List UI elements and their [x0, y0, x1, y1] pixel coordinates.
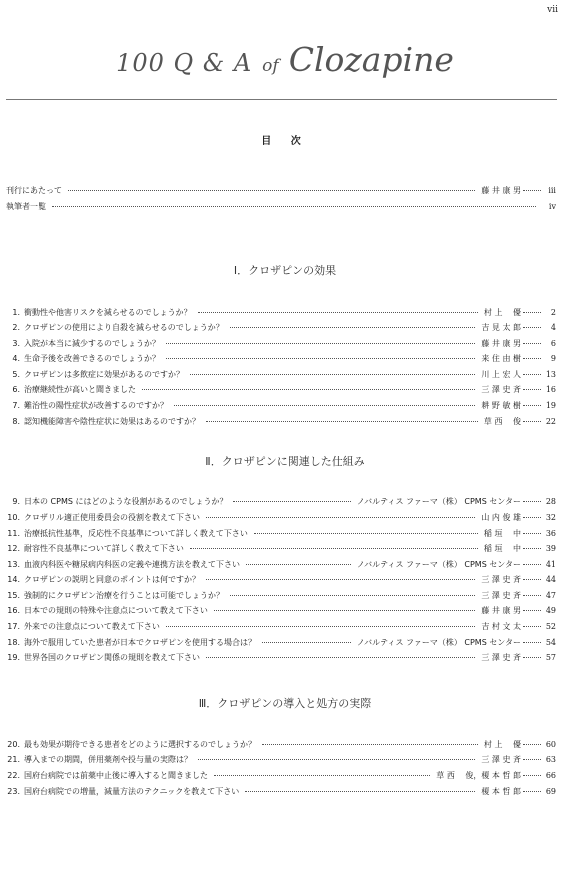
leader-dots	[523, 759, 541, 760]
entry-number: 23.	[7, 787, 20, 796]
leader-dots	[166, 626, 476, 627]
entry-number: 16.	[7, 606, 20, 615]
entry-page: 57	[545, 653, 556, 662]
leader-dots	[174, 405, 475, 406]
entry-author: 藤 井 康 男	[481, 339, 521, 348]
leader-dots	[198, 312, 478, 313]
toc-entry[interactable]	[6, 351, 556, 366]
entry-question: 衝動性や他害リスクを減らせるのでしょうか？	[24, 308, 192, 317]
entry-author: ノバルティス ファーマ（株） CPMS センター	[356, 560, 521, 569]
entry-question: 海外で服用していた患者が日本でクロザピンを使用する場合は？	[24, 638, 256, 647]
entry-author: 藤 井 康 男	[481, 186, 521, 195]
entry-number: 18.	[7, 638, 20, 647]
entry-author: 耕 野 敏 樹	[481, 401, 521, 410]
entry-author: 来 住 由 樹	[481, 354, 521, 363]
entry-page: 54	[545, 638, 556, 647]
entry-number: 1.	[12, 308, 20, 317]
toc-entry[interactable]	[6, 414, 556, 429]
entry-question: 認知機能障害や陰性症状に効果はあるのですか？	[24, 417, 200, 426]
leader-dots	[523, 358, 541, 359]
entry-question: クロザピンは多飲症に効果があるのですか？	[24, 370, 184, 379]
leader-dots	[206, 517, 475, 518]
entry-question: 国府台病院では前薬中止後に導入すると聞きました	[24, 771, 208, 780]
entry-page: 2	[550, 308, 556, 317]
entry-question: 血液内科医や糖尿病内科医の定義や連携方法を教えて下さい	[24, 560, 240, 569]
toc-entry[interactable]	[6, 619, 556, 634]
leader-dots	[254, 533, 478, 534]
entry-page: 16	[545, 385, 556, 394]
leader-dots	[523, 744, 541, 745]
toc-entry[interactable]	[6, 737, 556, 752]
leader-dots	[523, 642, 541, 643]
entry-question: 強制的にクロザピン治療を行うことは可能でしょうか？	[24, 591, 224, 600]
toc-entry[interactable]	[6, 305, 556, 320]
entry-number: 14.	[7, 575, 20, 584]
entry-number: 11.	[7, 529, 20, 538]
leader-dots	[523, 791, 541, 792]
entry-author: 吉 村 文 太	[481, 622, 521, 631]
leader-dots	[246, 564, 351, 565]
entry-question: 導入までの期間，併用薬剤や投与量の実際は？	[24, 755, 192, 764]
entry-page: 9	[550, 354, 556, 363]
entry-author: 三 澤 史 斉	[481, 575, 521, 584]
leader-dots	[523, 405, 541, 406]
leader-dots	[245, 791, 475, 792]
toc-heading: 目 次	[261, 136, 309, 147]
entry-question: 日本での規則の特殊や注意点について教えて下さい	[24, 606, 208, 615]
toc-entry[interactable]	[6, 635, 556, 650]
entry-author: 三 澤 史 斉	[481, 591, 521, 600]
entry-page: 49	[545, 606, 556, 615]
toc-entry[interactable]	[6, 603, 556, 618]
entry-number: 15.	[7, 591, 20, 600]
leader-dots	[206, 657, 475, 658]
entry-question: 入院が本当に減少するのでしょうか？	[24, 339, 160, 348]
entry-question: クロザピンの説明と同意のポイントは何ですか？	[24, 575, 200, 584]
entry-title: 執筆者一覧	[6, 202, 46, 211]
toc-entry[interactable]	[6, 336, 556, 351]
entry-question: クロザリル適正使用委員会の役割を教えて下さい	[24, 513, 200, 522]
entry-number: 6.	[12, 385, 20, 394]
entry-question: 治療継続性が高いと聞きました	[24, 385, 136, 394]
entry-number: 20.	[7, 740, 20, 749]
toc-entry[interactable]	[6, 572, 556, 587]
entry-title: 刊行にあたって	[6, 186, 62, 195]
leader-dots	[523, 657, 541, 658]
leader-dots	[262, 642, 351, 643]
entry-page: 13	[545, 370, 556, 379]
toc-entry-contributors[interactable]	[6, 199, 556, 214]
entry-page: iii	[548, 186, 556, 195]
leader-dots	[523, 343, 541, 344]
leader-dots	[523, 501, 541, 502]
entry-author: 三 澤 史 斉	[481, 385, 521, 394]
entry-page: 22	[545, 417, 556, 426]
entry-number: 21.	[7, 755, 20, 764]
entry-number: 7.	[12, 401, 20, 410]
entry-number: 9.	[12, 497, 20, 506]
entry-page: 36	[545, 529, 556, 538]
leader-dots	[230, 327, 476, 328]
entry-author: 村 上 優	[483, 308, 521, 317]
entry-page: 28	[545, 497, 556, 506]
entry-author: 稲 垣 中	[483, 529, 521, 538]
toc-entry[interactable]	[6, 541, 556, 556]
toc-entry[interactable]	[6, 557, 556, 572]
leader-dots	[206, 421, 478, 422]
leader-dots	[68, 190, 475, 191]
entry-question: 生命予後を改善できるのでしょうか？	[24, 354, 160, 363]
title-divider	[6, 99, 557, 100]
leader-dots	[214, 775, 430, 776]
book-title-main: 100 Q & A	[116, 49, 253, 77]
entry-page: 60	[545, 740, 556, 749]
entry-author: ノバルティス ファーマ（株） CPMS センター	[356, 497, 521, 506]
entry-page: 4	[550, 323, 556, 332]
leader-dots	[262, 744, 478, 745]
leader-dots	[523, 312, 541, 313]
entry-page: 39	[545, 544, 556, 553]
entry-page: 63	[545, 755, 556, 764]
entry-number: 8.	[12, 417, 20, 426]
toc-entry[interactable]	[6, 367, 556, 382]
toc-entry[interactable]	[6, 650, 556, 665]
leader-dots	[190, 374, 475, 375]
entry-question: 耐容性不良基準について詳しく教えて下さい	[24, 544, 184, 553]
toc-entry[interactable]	[6, 320, 556, 335]
entry-number: 2.	[12, 323, 20, 332]
entry-author: 三 澤 史 斉	[481, 755, 521, 764]
leader-dots	[523, 327, 541, 328]
leader-dots	[198, 759, 475, 760]
section-title-1: Ⅰ．クロザピンの効果	[233, 264, 337, 277]
entry-question: クロザピンの使用により自殺を減らせるのでしょうか？	[24, 323, 224, 332]
entry-author: 吉 見 太 郎	[481, 323, 521, 332]
leader-dots	[523, 533, 541, 534]
leader-dots	[214, 610, 476, 611]
leader-dots	[52, 206, 536, 207]
toc-entry[interactable]	[6, 398, 556, 413]
entry-page: 66	[545, 771, 556, 780]
entry-author: 榎 本 哲 郎	[481, 787, 521, 796]
leader-dots	[523, 389, 541, 390]
section-title-3: Ⅲ．クロザピンの導入と処方の実際	[198, 697, 372, 710]
section-title-2: Ⅱ．クロザピンに関連した仕組み	[205, 455, 365, 468]
entry-question: 最も効果が期待できる患者をどのように選択するのでしょうか？	[24, 740, 256, 749]
entry-author: 村 上 優	[483, 740, 521, 749]
toc-entry[interactable]	[6, 768, 556, 783]
leader-dots	[523, 190, 541, 191]
leader-dots	[523, 564, 541, 565]
entry-author: 川 上 宏 人	[481, 370, 521, 379]
leader-dots	[523, 775, 541, 776]
toc-entry[interactable]	[6, 510, 556, 525]
entry-author: 草 西 俊，榎 本 哲 郎	[436, 771, 521, 780]
entry-number: 12.	[7, 544, 20, 553]
entry-number: 17.	[7, 622, 20, 631]
entry-author: 藤 井 康 男	[481, 606, 521, 615]
entry-page: 41	[545, 560, 556, 569]
toc-entry[interactable]	[6, 784, 556, 799]
entry-question: 治療抵抗性基準，反応性不良基準について詳しく教えて下さい	[24, 529, 248, 538]
entry-number: 10.	[7, 513, 20, 522]
book-title-of: of	[262, 56, 279, 76]
toc-entry[interactable]	[6, 494, 556, 509]
leader-dots	[523, 548, 541, 549]
entry-number: 13.	[7, 560, 20, 569]
leader-dots	[190, 548, 478, 549]
entry-page: 32	[545, 513, 556, 522]
toc-entry-foreword[interactable]	[6, 183, 556, 198]
entry-question: 難治性の陽性症状が改善するのですか？	[24, 401, 168, 410]
leader-dots	[230, 595, 475, 596]
entry-number: 4.	[12, 354, 20, 363]
entry-author: 山 内 俊 雄	[481, 513, 521, 522]
page-number: vii	[547, 5, 558, 15]
entry-question: 国府台病院での増量，減量方法のテクニックを教えて下さい	[24, 787, 240, 796]
toc-entry[interactable]	[6, 752, 556, 767]
leader-dots	[523, 626, 541, 627]
book-title	[0, 40, 570, 79]
leader-dots	[523, 579, 541, 580]
entry-author: 草 西 俊	[483, 417, 521, 426]
leader-dots	[523, 610, 541, 611]
leader-dots	[166, 358, 475, 359]
entry-page: 47	[545, 591, 556, 600]
entry-number: 19.	[7, 653, 20, 662]
entry-author: 稲 垣 中	[483, 544, 521, 553]
entry-question: 世界各国のクロザピン関係の規則を教えて下さい	[24, 653, 200, 662]
entry-page: 52	[545, 622, 556, 631]
leader-dots	[523, 421, 541, 422]
leader-dots	[206, 579, 475, 580]
entry-question: 日本の CPMS にはどのような役割があるのでしょうか？	[24, 497, 228, 506]
toc-entry[interactable]	[6, 382, 556, 397]
entry-number: 5.	[12, 370, 20, 379]
leader-dots	[142, 389, 475, 390]
entry-number: 22.	[7, 771, 20, 780]
entry-page: iv	[548, 202, 556, 211]
toc-entry[interactable]	[6, 588, 556, 603]
leader-dots	[523, 374, 541, 375]
entry-page: 44	[545, 575, 556, 584]
entry-question: 外来での注意点について教えて下さい	[24, 622, 160, 631]
book-title-clozapine: Clozapine	[288, 40, 454, 79]
entry-page: 6	[550, 339, 556, 348]
toc-entry[interactable]	[6, 526, 556, 541]
leader-dots	[523, 517, 541, 518]
entry-page: 19	[545, 401, 556, 410]
leader-dots	[166, 343, 475, 344]
entry-author: 三 澤 史 斉	[481, 653, 521, 662]
leader-dots	[523, 595, 541, 596]
entry-page: 69	[545, 787, 556, 796]
entry-author: ノバルティス ファーマ（株） CPMS センター	[356, 638, 521, 647]
entry-number: 3.	[12, 339, 20, 348]
leader-dots	[233, 501, 350, 502]
